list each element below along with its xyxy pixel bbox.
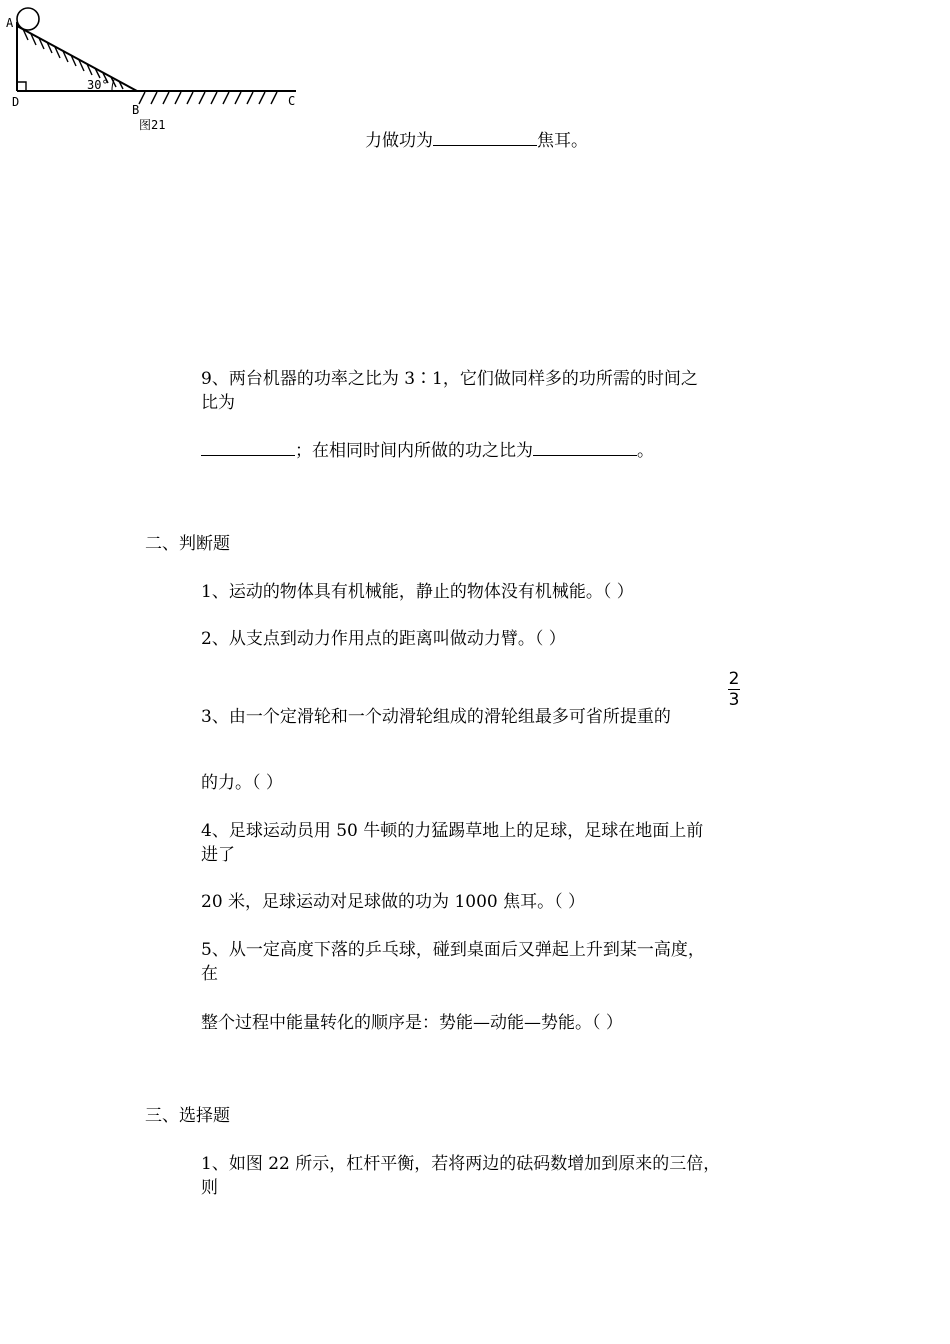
label-b: B <box>132 103 140 117</box>
label-c: C <box>288 94 296 108</box>
judgment-question-3-line-2: 的力。（ ） <box>201 773 283 793</box>
question-9-line-2: 比为 <box>201 393 235 413</box>
question-9-line-3: ；在相同时间内所做的功之比为 。 <box>201 436 654 461</box>
section-2-heading: 二、判断题 <box>145 534 230 554</box>
question-9-line-1: 9、两台机器的功率之比为 3∶1，它们做同样多的功所需的时间之 <box>201 369 698 389</box>
label-d: D <box>12 95 20 109</box>
judgment-question-2: 2、从支点到动力作用点的距离叫做动力臂。（ ） <box>201 629 566 649</box>
judgment-question-5-line-2: 在 <box>201 964 218 984</box>
answer-blank[interactable] <box>201 441 295 456</box>
section-3-heading: 三、选择题 <box>145 1106 230 1126</box>
angle-label: 30° <box>87 78 109 92</box>
question-8-tail: 力做功为 焦耳。 <box>365 131 588 151</box>
choice-question-1-line-2: 则 <box>201 1178 218 1198</box>
fraction-two-thirds: 2 3 <box>728 669 740 710</box>
judgment-question-1: 1、运动的物体具有机械能，静止的物体没有机械能。（ ） <box>201 582 634 602</box>
judgment-question-5-line-3: 整个过程中能量转化的顺序是：势能—动能—势能。（ ） <box>201 1013 623 1033</box>
figure-21-incline-diagram <box>0 0 320 140</box>
judgment-question-5-line-1: 5、从一定高度下落的乒乓球，碰到桌面后又弹起上升到某一高度， <box>201 940 705 960</box>
judgment-question-4-line-1: 4、足球运动员用 50 牛顿的力猛踢草地上的足球，足球在地面上前 <box>201 821 704 841</box>
judgment-question-3-line-1: 3、由一个定滑轮和一个动滑轮组成的滑轮组最多可省所提重的 <box>201 707 671 727</box>
answer-blank[interactable] <box>533 441 637 456</box>
judgment-question-4-line-2: 进了 <box>201 845 235 865</box>
choice-question-1-line-1: 1、如图 22 所示，杠杆平衡，若将两边的砝码数增加到原来的三倍， <box>201 1154 721 1174</box>
label-a: A <box>6 16 14 30</box>
figure-caption: 图21 <box>139 118 166 132</box>
judgment-question-4-line-3: 20 米，足球运动对足球做的功为 1000 焦耳。（ ） <box>201 892 586 912</box>
answer-blank[interactable] <box>433 131 537 146</box>
